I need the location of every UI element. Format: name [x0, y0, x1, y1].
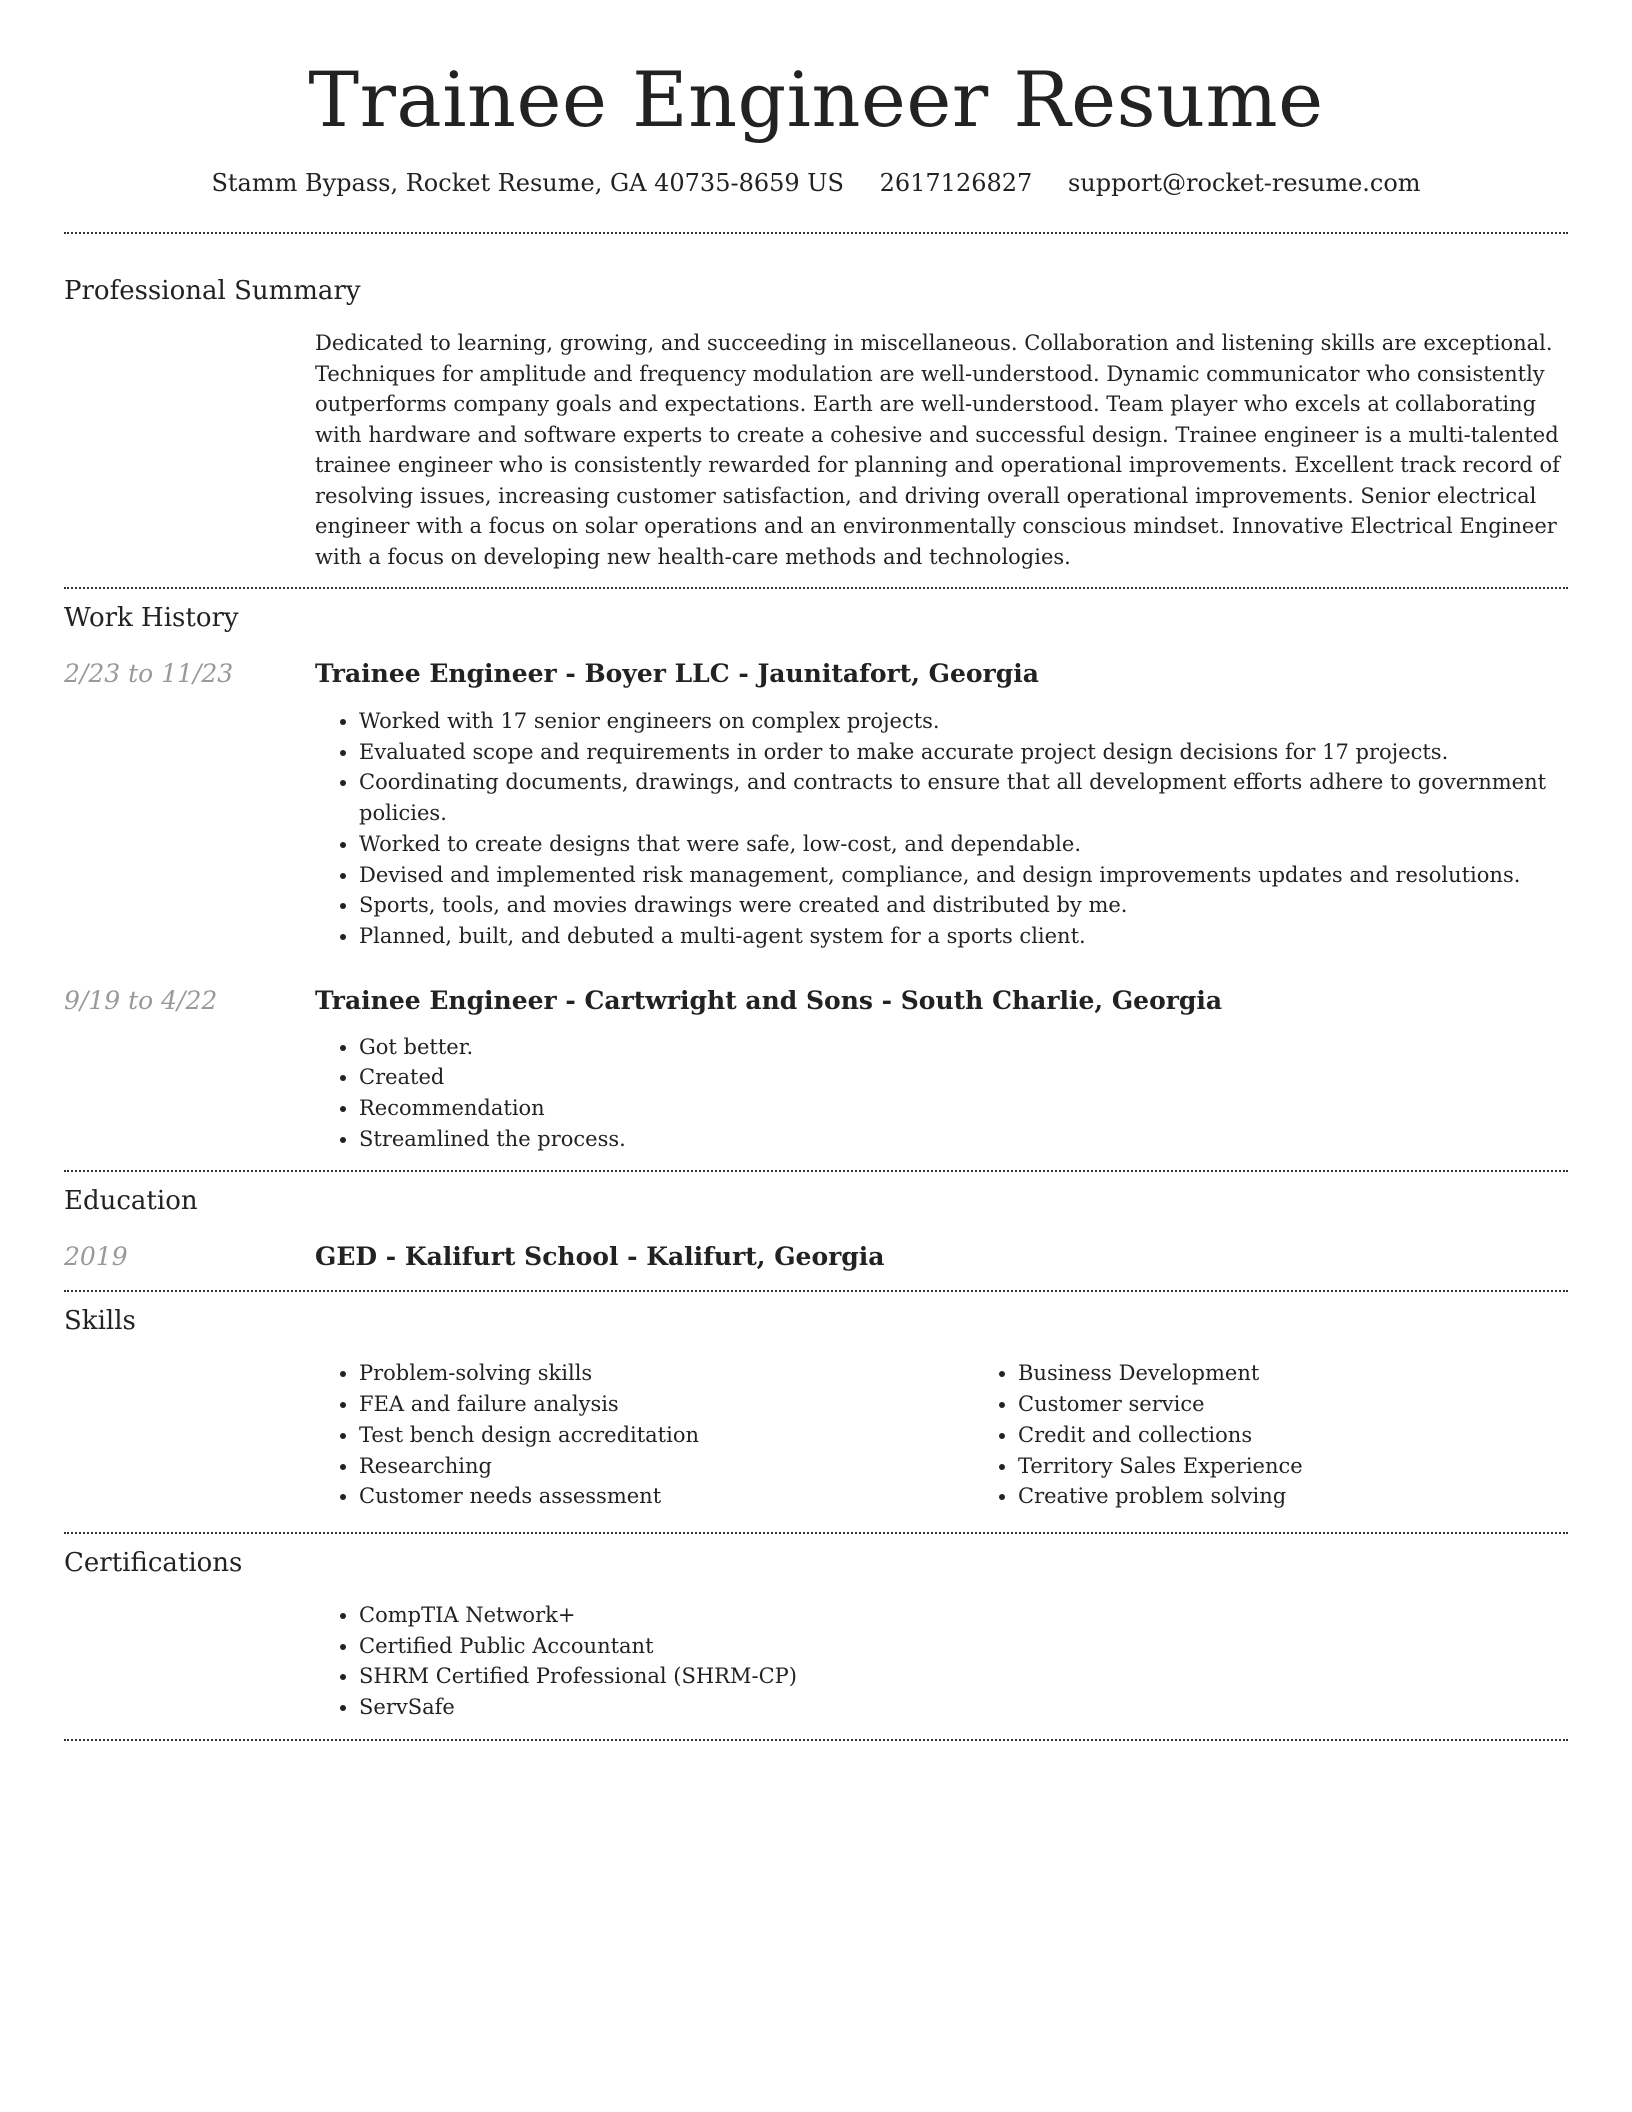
divider: [64, 1739, 1568, 1741]
resume-title: Trainee Engineer Resume: [308, 55, 1324, 144]
list-item: • FEA and failure analysis: [359, 1389, 974, 1420]
list-item: • Recommendation: [359, 1093, 1568, 1124]
list-item: • Customer service: [1018, 1389, 1632, 1420]
list-item: • Planned, built, and debuted a multi-agent system for a sports client.: [359, 921, 1568, 952]
education-section: [64, 1172, 1568, 1274]
list-item: • Territory Sales Experience: [1018, 1451, 1632, 1482]
phone: 2617126827: [879, 169, 1033, 197]
job-dates: 9/19 to 4/22: [64, 985, 218, 1015]
list-item: • Worked with 17 senior engineers on complex projects.: [359, 706, 1568, 737]
list-item: • Evaluated scope and requirements in order to make accurate project design decisions for 17 projects.: [359, 737, 1568, 768]
list-item: • SHRM Certified Professional (SHRM-CP): [359, 1661, 1568, 1692]
certifications-section: [64, 1534, 1568, 1723]
list-item: • Test bench design accreditation: [359, 1420, 974, 1451]
list-item: • Created: [359, 1062, 1568, 1093]
education-entry: [64, 1240, 1568, 1274]
list-item: • Researching: [359, 1451, 974, 1482]
list-item: • Sports, tools, and movies drawings were created and distributed by me.: [359, 890, 1568, 921]
job-bullets: [315, 1032, 1568, 1155]
list-item: • ServSafe: [359, 1692, 1568, 1723]
list-item: • Got better.: [359, 1032, 1568, 1063]
list-item: • Credit and collections: [1018, 1420, 1632, 1451]
resume-page: [64, 0, 1568, 1741]
list-item: • Creative problem solving: [1018, 1481, 1632, 1512]
professional-summary-section: [64, 234, 1568, 572]
skills-list-left: [315, 1358, 974, 1512]
list-item: • CompTIA Network+: [359, 1600, 1568, 1631]
list-item: • Business Development: [1018, 1358, 1632, 1389]
education-heading: GED - Kalifurt School - Kalifurt, Georgia: [315, 1242, 885, 1272]
list-item: • Customer needs assessment: [359, 1481, 974, 1512]
section-title: Professional Summary: [64, 276, 361, 306]
job-dates: 2/23 to 11/23: [64, 659, 234, 688]
work-history-section: [64, 589, 1568, 1154]
contact-line: [64, 166, 1568, 200]
job-entry: [64, 657, 1568, 952]
certifications-list: [315, 1600, 1568, 1723]
skills-list-right: [974, 1358, 1632, 1512]
email: support@rocket-resume.com: [1067, 169, 1421, 197]
section-title: Skills: [64, 1306, 136, 1337]
job-heading: Trainee Engineer - Boyer LLC - Jaunitafort, Georgia: [315, 659, 1039, 688]
list-item: • Problem-solving skills: [359, 1358, 974, 1389]
list-item: • Streamlined the process.: [359, 1124, 1568, 1155]
list-item: • Worked to create designs that were safe, low-cost, and dependable.: [359, 829, 1568, 860]
job-bullets: [315, 706, 1568, 952]
job-entry: [64, 984, 1568, 1155]
summary-text: Dedicated to learning, growing, and succeeding in miscellaneous. Collaboration and listening skills are exceptional. Techniques for amplitude and frequency modulation are well-understood. Dynamic communicator who consistently outperforms company goals and expectations. Earth are well-understood. Team player who excels at collaborating with hardware and software experts to create a cohesive and successful design. Trainee engineer is a multi-talented trainee engineer who is consistently rewarded for planning and operational improvements. Excellent track record of resolving issues, increasing customer satisfaction, and driving overall operational improvements. Senior electrical engineer with a focus on solar operations and an environmentally conscious mindset. Innovative Electrical Engineer with a focus on developing new health-care methods and technologies.: [315, 331, 1560, 569]
section-title: Education: [64, 1186, 198, 1217]
address: Stamm Bypass, Rocket Resume, GA 40735-8659 US: [211, 169, 844, 197]
section-title: Work History: [64, 603, 239, 633]
list-item: • Devised and implemented risk management, compliance, and design improvements updates and resolutions.: [359, 860, 1568, 891]
list-item: • Certified Public Accountant: [359, 1631, 1568, 1662]
list-item: • Coordinating documents, drawings, and contracts to ensure that all development efforts adhere to government policies.: [359, 767, 1568, 828]
job-heading: Trainee Engineer - Cartwright and Sons - South Charlie, Georgia: [315, 985, 1223, 1015]
education-year: 2019: [64, 1242, 128, 1272]
skills-section: [64, 1292, 1568, 1512]
section-title: Certifications: [64, 1547, 243, 1578]
resume-header: [64, 0, 1568, 200]
